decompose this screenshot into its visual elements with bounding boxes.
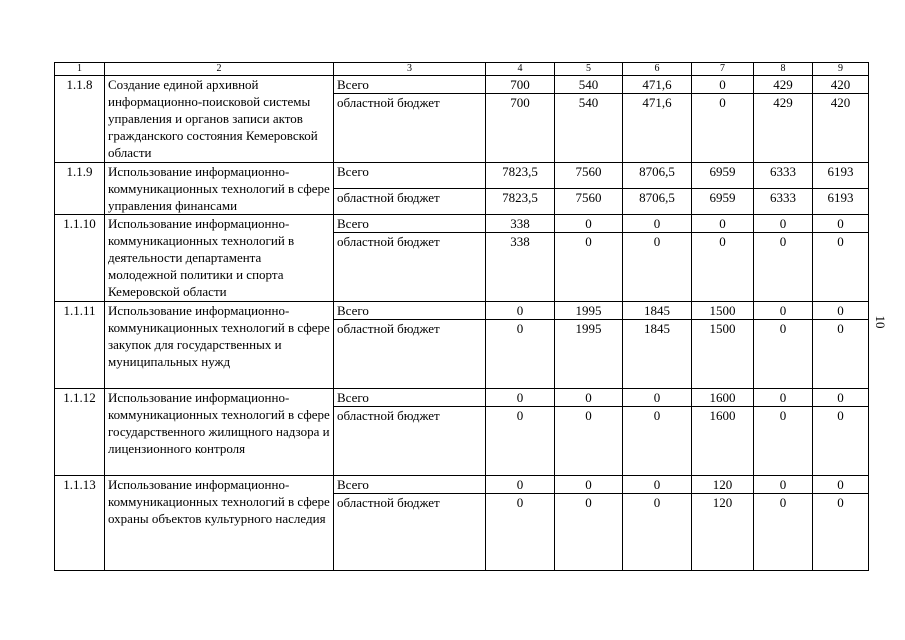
total-value-cell: 7560: [555, 163, 623, 189]
total-value-cell: 471,6: [623, 76, 692, 94]
item-number-cell: 1.1.13: [55, 476, 105, 571]
budget-value-cell: 471,6: [623, 94, 692, 163]
budget-value-cell: 0: [623, 494, 692, 571]
source-label-cell: областной бюджет: [334, 320, 486, 389]
budget-value-cell: 1500: [692, 320, 754, 389]
total-value-cell: 0: [486, 302, 555, 320]
budget-value-cell: 0: [623, 407, 692, 476]
total-value-cell: 0: [555, 389, 623, 407]
budget-value-cell: 429: [754, 94, 813, 163]
budget-value-cell: 0: [692, 94, 754, 163]
total-value-cell: 700: [486, 76, 555, 94]
table-row-total: [55, 302, 869, 320]
total-value-cell: 120: [692, 476, 754, 494]
total-value-cell: 0: [623, 215, 692, 233]
budget-value-cell: 0: [754, 233, 813, 302]
column-number-cell: 1: [55, 63, 105, 76]
source-label-cell: Всего: [334, 476, 486, 494]
budget-table: [54, 62, 869, 571]
budget-value-cell: 0: [555, 233, 623, 302]
source-label-cell: Всего: [334, 302, 486, 320]
total-value-cell: 0: [813, 389, 869, 407]
total-value-cell: 0: [486, 476, 555, 494]
budget-value-cell: 1845: [623, 320, 692, 389]
total-value-cell: 8706,5: [623, 163, 692, 189]
total-value-cell: 6193: [813, 163, 869, 189]
item-number-cell: 1.1.10: [55, 215, 105, 302]
budget-value-cell: 0: [813, 320, 869, 389]
total-value-cell: 0: [754, 389, 813, 407]
table-row-total: [55, 389, 869, 407]
total-value-cell: 1600: [692, 389, 754, 407]
budget-value-cell: 540: [555, 94, 623, 163]
table-row-total: [55, 215, 869, 233]
budget-value-cell: 120: [692, 494, 754, 571]
total-value-cell: 0: [555, 215, 623, 233]
source-label-cell: Всего: [334, 76, 486, 94]
total-value-cell: 7823,5: [486, 163, 555, 189]
item-name-cell: Использование информационно-коммуникационных технологий в деятельности департамента молодежной политики и спорта Кемеровской области: [105, 215, 334, 302]
budget-value-cell: 338: [486, 233, 555, 302]
item-name-cell: Использование информационно-коммуникационных технологий в сфере управления финансами: [105, 163, 334, 215]
budget-value-cell: 0: [555, 494, 623, 571]
source-label-cell: областной бюджет: [334, 407, 486, 476]
budget-value-cell: 0: [486, 407, 555, 476]
total-value-cell: 540: [555, 76, 623, 94]
total-value-cell: 0: [486, 389, 555, 407]
column-number-cell: 5: [555, 63, 623, 76]
budget-value-cell: 0: [486, 320, 555, 389]
budget-value-cell: 8706,5: [623, 189, 692, 215]
budget-value-cell: 6959: [692, 189, 754, 215]
budget-value-cell: 0: [754, 494, 813, 571]
source-label-cell: областной бюджет: [334, 494, 486, 571]
total-value-cell: 0: [692, 76, 754, 94]
budget-value-cell: 0: [754, 320, 813, 389]
total-value-cell: 338: [486, 215, 555, 233]
total-value-cell: 0: [813, 476, 869, 494]
budget-value-cell: 0: [813, 494, 869, 571]
total-value-cell: 420: [813, 76, 869, 94]
budget-value-cell: 0: [813, 233, 869, 302]
source-label-cell: областной бюджет: [334, 233, 486, 302]
total-value-cell: 6333: [754, 163, 813, 189]
budget-value-cell: 0: [813, 407, 869, 476]
total-value-cell: 1995: [555, 302, 623, 320]
total-value-cell: 0: [754, 215, 813, 233]
table-body: [55, 63, 869, 571]
column-number-cell: 2: [105, 63, 334, 76]
budget-value-cell: 1600: [692, 407, 754, 476]
budget-value-cell: 0: [623, 233, 692, 302]
column-number-cell: 8: [754, 63, 813, 76]
total-value-cell: 0: [623, 389, 692, 407]
total-value-cell: 1845: [623, 302, 692, 320]
total-value-cell: 0: [813, 215, 869, 233]
total-value-cell: 1500: [692, 302, 754, 320]
total-value-cell: 0: [623, 476, 692, 494]
total-value-cell: 0: [754, 476, 813, 494]
budget-value-cell: 420: [813, 94, 869, 163]
budget-value-cell: 6193: [813, 189, 869, 215]
column-number-cell: 7: [692, 63, 754, 76]
column-number-cell: 9: [813, 63, 869, 76]
column-number-cell: 4: [486, 63, 555, 76]
budget-value-cell: 6333: [754, 189, 813, 215]
table-row-total: [55, 76, 869, 94]
budget-value-cell: 7823,5: [486, 189, 555, 215]
budget-value-cell: 0: [692, 233, 754, 302]
table-row-total: [55, 476, 869, 494]
total-value-cell: 0: [692, 215, 754, 233]
budget-value-cell: 0: [555, 407, 623, 476]
column-number-header-row: [55, 63, 869, 76]
item-number-cell: 1.1.11: [55, 302, 105, 389]
table-row-total: [55, 163, 869, 189]
budget-value-cell: 0: [754, 407, 813, 476]
budget-value-cell: 1995: [555, 320, 623, 389]
source-label-cell: областной бюджет: [334, 189, 486, 215]
total-value-cell: 0: [754, 302, 813, 320]
item-number-cell: 1.1.8: [55, 76, 105, 163]
source-label-cell: Всего: [334, 163, 486, 189]
column-number-cell: 6: [623, 63, 692, 76]
source-label-cell: Всего: [334, 389, 486, 407]
total-value-cell: 6959: [692, 163, 754, 189]
total-value-cell: 0: [555, 476, 623, 494]
column-number-cell: 3: [334, 63, 486, 76]
source-label-cell: Всего: [334, 215, 486, 233]
item-number-cell: 1.1.12: [55, 389, 105, 476]
page-number: 10: [873, 315, 888, 329]
budget-value-cell: 7560: [555, 189, 623, 215]
source-label-cell: областной бюджет: [334, 94, 486, 163]
total-value-cell: 429: [754, 76, 813, 94]
item-name-cell: Создание единой архивной информационно-поисковой системы управления и органов записи актов гражданского состояния Кемеровской области: [105, 76, 334, 163]
item-number-cell: 1.1.9: [55, 163, 105, 215]
budget-value-cell: 700: [486, 94, 555, 163]
budget-value-cell: 0: [486, 494, 555, 571]
total-value-cell: 0: [813, 302, 869, 320]
item-name-cell: Использование информационно-коммуникационных технологий в сфере закупок для государственных и муниципальных нужд: [105, 302, 334, 389]
item-name-cell: Использование информационно-коммуникационных технологий в сфере государственного жилищного надзора и лицензионного контроля: [105, 389, 334, 476]
item-name-cell: Использование информационно-коммуникационных технологий в сфере охраны объектов культурного наследия: [105, 476, 334, 571]
